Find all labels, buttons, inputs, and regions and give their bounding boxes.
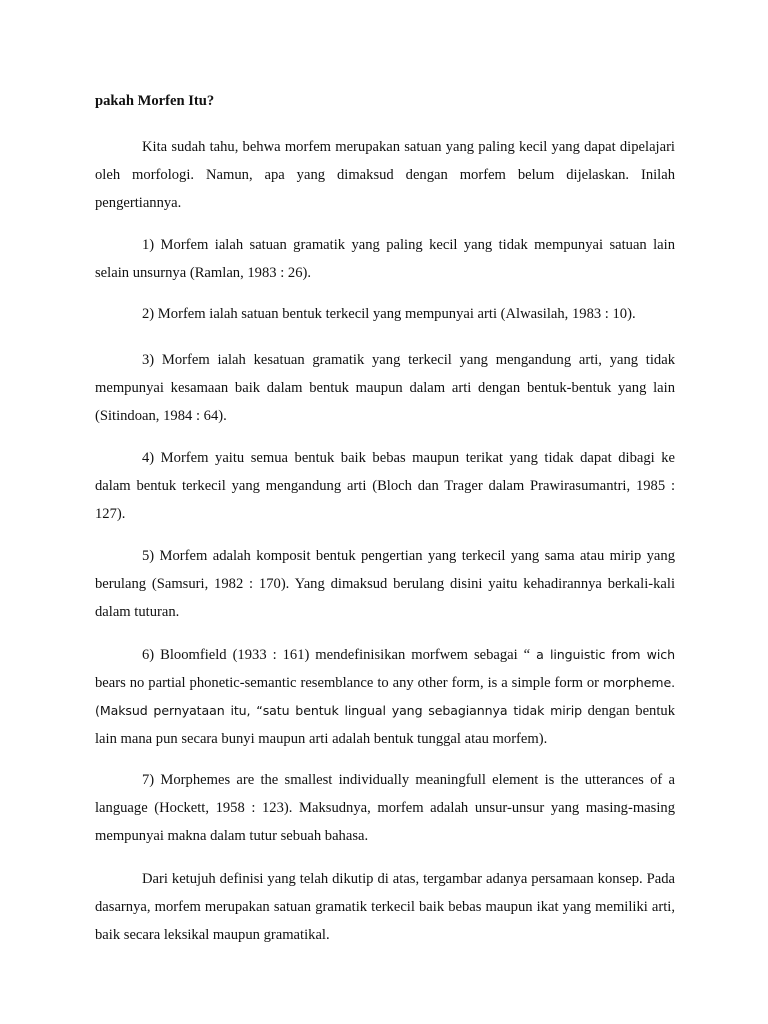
definition-3-paragraph: 3) Morfem ialah kesatuan gramatik yang terkecil yang mengandung arti, yang tidak mempunyai kesamaan baik dalam bentuk maupun dalam arti dengan bentuk-bentuk yang lain (Sitindoan, 1984 : 64).	[95, 352, 675, 424]
definition-1-paragraph: 1) Morfem ialah satuan gramatik yang paling kecil yang tidak mempunyai satuan lain selain unsurnya (Ramlan, 1983 : 26).	[95, 237, 675, 281]
definition-7-paragraph: 7) Morphemes are the smallest individually meaningfull element is the utterances of a language (Hockett, 1958 : 123). Maksudnya, morfem adalah unsur-unsur yang masing-masing mempunyai makna dalam tutur sebuah bahasa.	[95, 772, 675, 844]
definition-6-explanation: morpheme. (Maksud pernyataan itu, “satu bentuk lingual yang sebagiannya tidak mirip	[95, 675, 675, 718]
intro-paragraph: Kita sudah tahu, behwa morfem merupakan satuan yang paling kecil yang dapat dipelajari oleh morfologi. Namun, apa yang dimaksud dengan morfem belum dijelaskan. Inilah pengertiannya.	[95, 139, 675, 211]
document-title: pakah Morfen Itu?	[95, 93, 215, 109]
definition-4-paragraph: 4) Morfem yaitu semua bentuk baik bebas maupun terikat yang tidak dapat dibagi ke dalam bentuk terkecil yang mengandung arti (Bloch dan Trager dalam Prawirasumantri, 1985 : 127).	[95, 450, 675, 522]
definition-2-paragraph: 2) Morfem ialah satuan bentuk terkecil yang mempunyai arti (Alwasilah, 1983 : 10).	[142, 306, 636, 322]
definition-6-text-end: dengan bentuk lain mana pun secara bunyi maupun arti adalah bentuk tunggal atau morfem).	[95, 703, 675, 747]
definition-6-text-start: 6) Bloomfield (1933 : 161) mendefinisikan morfwem sebagai “	[142, 647, 537, 663]
definition-6-quote-phrase: a linguistic from wich	[536, 647, 675, 662]
definition-6-paragraph	[95, 641, 675, 753]
conclusion-paragraph: Dari ketujuh definisi yang telah dikutip di atas, tergambar adanya persamaan konsep. Pada dasarnya, morfem merupakan satuan gramatik terkecil baik bebas maupun ikat yang memiliki arti, baik secara leksikal maupun gramatikal.	[95, 871, 675, 943]
definition-5-paragraph: 5) Morfem adalah komposit bentuk pengertian yang terkecil yang sama atau mirip yang berulang (Samsuri, 1982 : 170). Yang dimaksud berulang disini yaitu kehadirannya berkali-kali dalam tuturan.	[95, 548, 675, 620]
definition-6-text-middle: bears no partial phonetic-semantic resemblance to any other form, is a simple form or	[95, 675, 603, 691]
